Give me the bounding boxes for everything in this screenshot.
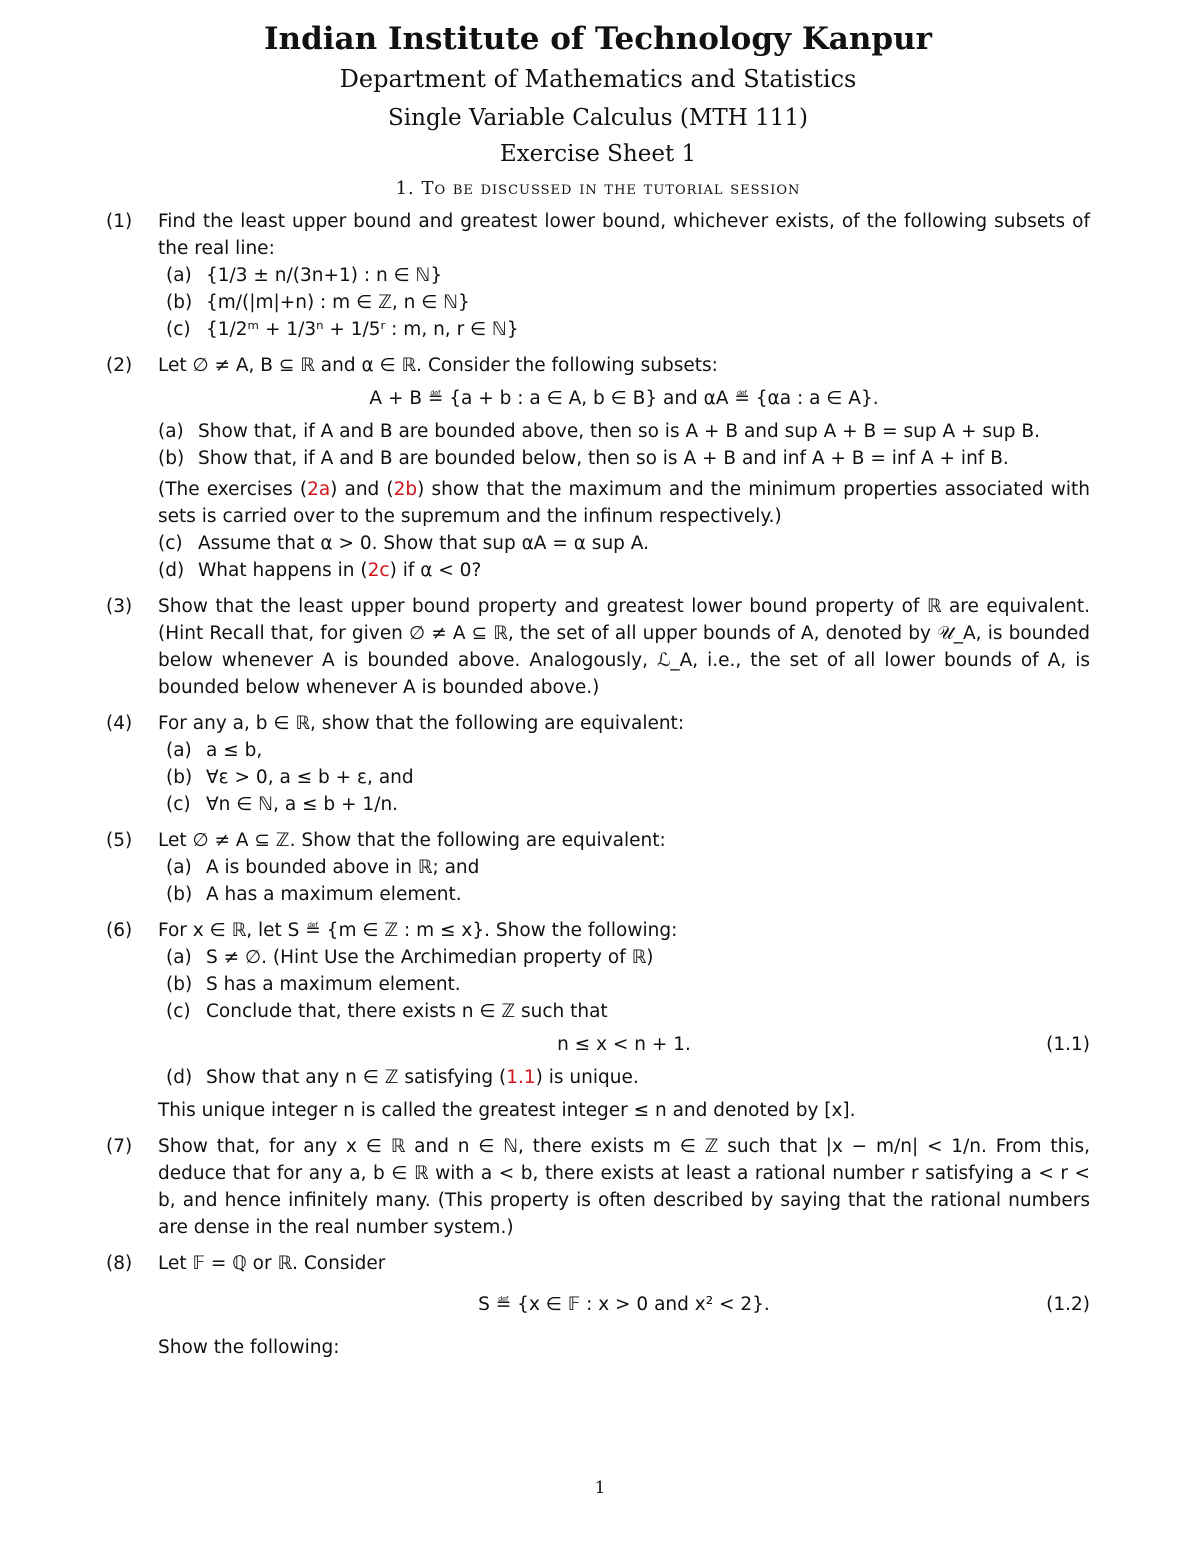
subpart-text-pre: What happens in ( [198, 559, 368, 581]
problem-number: (5) [106, 829, 133, 851]
problem-6 [106, 917, 1090, 1124]
display-equation: A + B ≝ {a + b : a ∈ A, b ∈ B} and αA ≝ {αa : a ∈ A}. [369, 387, 879, 409]
display-equation-1-2 [158, 1291, 1090, 1318]
subpart-label: (d) [166, 1066, 193, 1088]
subpart-text: ∀n ∈ ℕ, a ≤ b + 1/n. [206, 793, 399, 815]
subpart-1b [158, 289, 1090, 316]
ref-link-1-1[interactable]: 1.1 [506, 1066, 536, 1088]
problem-text: Let 𝔽 = ℚ or ℝ. Consider [158, 1252, 386, 1274]
subpart-label: (b) [158, 447, 185, 469]
problem-number: (3) [106, 595, 133, 617]
subpart-label: (a) [166, 856, 192, 878]
subpart-text [206, 1064, 1090, 1091]
subpart-text [198, 557, 1090, 584]
subpart-label: (a) [166, 946, 192, 968]
subpart-4a [158, 737, 1090, 764]
subpart-2c [158, 530, 1090, 557]
subpart-label: (c) [166, 1000, 191, 1022]
problem-5 [106, 827, 1090, 908]
subpart-text-post: ) if α < 0? [389, 559, 482, 581]
equation-body: n ≤ x < n + 1. [557, 1033, 691, 1055]
subpart-label: (c) [166, 318, 191, 340]
subpart-6b [158, 971, 1090, 998]
subpart-text-post: ) is unique. [535, 1066, 639, 1088]
equation-number: (1.2) [1046, 1293, 1090, 1315]
problem-text: For x ∈ ℝ, let S ≝ {m ∈ ℤ : m ≤ x}. Show the following: [158, 919, 678, 941]
subpart-4b [158, 764, 1090, 791]
subpart-2d [158, 557, 1090, 584]
subpart-text: ∀ε > 0, a ≤ b + ε, and [206, 766, 414, 788]
remark [158, 476, 1090, 530]
problem-list [106, 208, 1090, 1361]
equation-body: S ≝ {x ∈ 𝔽 : x > 0 and x² < 2}. [478, 1293, 770, 1315]
subpart-label: (c) [166, 793, 191, 815]
subpart-text: a ≤ b, [206, 739, 263, 761]
subpart-label: (a) [166, 739, 192, 761]
subpart-1a [158, 262, 1090, 289]
subpart-text: {m/(|m|+n) : m ∈ ℤ, n ∈ ℕ} [206, 291, 470, 313]
problem-number: (6) [106, 919, 133, 941]
subpart-text: S has a maximum element. [206, 973, 461, 995]
subpart-text: {1/2ᵐ + 1/3ⁿ + 1/5ʳ : m, n, r ∈ ℕ} [206, 318, 519, 340]
remark-text: ) and ( [330, 478, 394, 500]
subpart-text: S ≠ ∅. (Hint Use the Archimedian property of ℝ) [206, 946, 654, 968]
sheet-title: Exercise Sheet 1 [499, 140, 697, 167]
page-number: 1 [594, 1478, 606, 1498]
display-equation-1-1 [158, 1031, 1090, 1058]
subpart-label: (b) [166, 883, 193, 905]
section-heading: 1. To be discussed in the tutorial session [395, 178, 801, 200]
course-title: Single Variable Calculus (MTH 111) [388, 105, 808, 132]
remark-text: (The exercises ( [158, 478, 308, 500]
problem-number: (1) [106, 210, 133, 232]
remark-text: ) show that the maximum and the minimum properties associated with sets is carried over to the supremum and the infinum respectively.) [158, 478, 1090, 527]
subpart-4c [158, 791, 1090, 818]
problem-number: (4) [106, 712, 133, 734]
department-title: Department of Mathematics and Statistics [339, 65, 857, 94]
problem-text: Let ∅ ≠ A ⊆ ℤ. Show that the following are equivalent: [158, 829, 666, 851]
ref-link-2b[interactable]: 2b [393, 478, 418, 500]
problem-number: (8) [106, 1252, 133, 1274]
subpart-text: Show that, if A and B are bounded below, then so is A + B and inf A + B = inf A + inf B. [198, 447, 1009, 469]
subpart-6a [158, 944, 1090, 971]
subpart-label: (b) [166, 766, 193, 788]
problem-text: Find the least upper bound and greatest lower bound, whichever exists, of the following subsets of the real line: [158, 210, 1090, 259]
problem-7 [106, 1133, 1090, 1241]
problem-8 [106, 1250, 1090, 1361]
subpart-5a [158, 854, 1090, 881]
institute-title: Indian Institute of Technology Kanpur [264, 21, 932, 57]
problem-text-after: This unique integer n is called the greatest integer ≤ n and denoted by [x]. [158, 1099, 856, 1121]
subpart-6c [158, 998, 1090, 1025]
problem-text: Show that the least upper bound property and greatest lower bound property of ℝ are equivalent. (Hint Recall that, for given ∅ ≠ A ⊆ ℝ, the set of all upper bounds of A, denoted by 𝒰_A, is bounded below whenever A is bounded above. Analogously, ℒ_A, i.e., the set of all lower bounds of A, is bounded below whenever A is bounded above.) [158, 595, 1090, 698]
subpart-text: Conclude that, there exists n ∈ ℤ such that [206, 1000, 608, 1022]
problem-text: For any a, b ∈ ℝ, show that the following are equivalent: [158, 712, 685, 734]
problem-text-after: Show the following: [158, 1336, 340, 1358]
subpart-5b [158, 881, 1090, 908]
subpart-text: Assume that α > 0. Show that sup αA = α sup A. [198, 532, 650, 554]
ref-link-2c[interactable]: 2c [367, 559, 390, 581]
problem-2 [106, 352, 1090, 584]
subpart-1c [158, 316, 1090, 343]
ref-link-2a[interactable]: 2a [307, 478, 331, 500]
subpart-2b [158, 445, 1090, 472]
header [106, 22, 1090, 199]
subpart-text: {1/3 ± n/(3n+1) : n ∈ ℕ} [206, 264, 443, 286]
problem-text: Let ∅ ≠ A, B ⊆ ℝ and α ∈ ℝ. Consider the following subsets: [158, 354, 718, 376]
equation-number: (1.1) [1046, 1033, 1090, 1055]
subpart-text-pre: Show that any n ∈ ℤ satisfying ( [206, 1066, 507, 1088]
problem-4 [106, 710, 1090, 818]
subpart-label: (a) [166, 264, 192, 286]
subpart-text: A is bounded above in ℝ; and [206, 856, 480, 878]
subpart-label: (d) [158, 559, 185, 581]
subpart-text: Show that, if A and B are bounded above, then so is A + B and sup A + B = sup A + sup B. [198, 420, 1040, 442]
subpart-label: (c) [158, 532, 183, 554]
problem-1 [106, 208, 1090, 343]
problem-3 [106, 593, 1090, 701]
problem-number: (2) [106, 354, 133, 376]
subpart-label: (b) [166, 291, 193, 313]
subpart-6d [158, 1064, 1090, 1091]
subpart-2a [158, 418, 1090, 445]
problem-number: (7) [106, 1135, 133, 1157]
subpart-label: (a) [158, 420, 184, 442]
subpart-text: A has a maximum element. [206, 883, 462, 905]
problem-text: Show that, for any x ∈ ℝ and n ∈ ℕ, there exists m ∈ ℤ such that |x − m/n| < 1/n. From this, deduce that for any a, b ∈ ℝ with a < b, there exists at least a rational number r satisfying a < r < b, and hence infinitely many. (This property is often described by saying that the rational numbers are dense in the real number system.) [158, 1135, 1090, 1238]
subpart-label: (b) [166, 973, 193, 995]
